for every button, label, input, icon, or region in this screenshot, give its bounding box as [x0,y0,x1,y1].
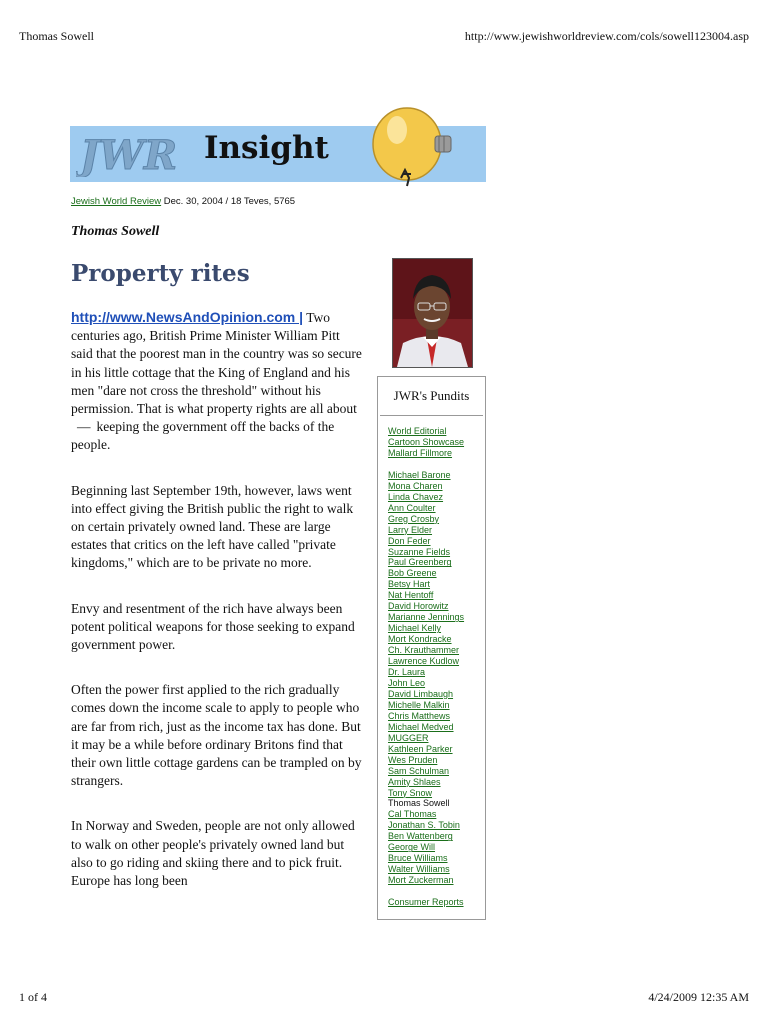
pundit-link[interactable]: Consumer Reports [388,897,464,908]
pundit-link[interactable]: Suzanne Fields [388,546,451,557]
pundit-link[interactable]: Chris Matthews [388,710,451,721]
pundit-link[interactable]: Cal Thomas [388,809,437,820]
pundit-link[interactable]: World Editorial [388,426,447,436]
pundit-link[interactable]: Kathleen Parker [388,743,453,754]
dateline [71,196,295,207]
pundit-link[interactable]: Tony Snow [388,787,433,798]
list-spacer [388,459,484,470]
pundit-link[interactable]: Mona Charen [388,480,443,491]
paragraph-4: Often the power first applied to the rich gradually comes down the income scale to apply to people who are far from rich, just as the income tax has done. But it may be a while before ordinary Britons find that their own little cottage gardens can be trampled on by strangers. [71,682,362,789]
print-header-title: Thomas Sowell [19,29,94,43]
pundit-link[interactable]: Michael Medved [388,721,454,732]
pundit-link[interactable]: Ch. Krauthammer [388,645,460,656]
list-spacer [388,886,484,897]
pundit-link[interactable]: David Limbaugh [388,688,454,699]
pundit-link[interactable]: Mort Kondracke [388,634,452,645]
em-dash: — [77,419,91,435]
paragraph-2: Beginning last September 19th, however, laws went into effect giving the British public the right to walk on certain privately owned land. These are large estates that critics on the left have called "private kingdoms," which are to be private no more. [71,482,354,571]
publication-link[interactable]: Jewish World Review [71,196,162,207]
pundit-link[interactable]: John Leo [388,677,426,688]
pundit-current: Thomas Sowell [388,798,450,809]
pundit-link[interactable]: Bob Greene [388,568,437,579]
pundit-link[interactable]: Ben Wattenberg [388,831,453,842]
pundit-link[interactable]: Linda Chavez [388,491,444,502]
pundit-link[interactable]: Jonathan S. Tobin [388,820,460,831]
paragraph-1-text-a: Two centuries ago, British Prime Minister William Pitt said that the poorest man in the country was so secure in his little cottage that the King of England and his men "dare not cross the threshold" without his permission. That is what property rights are all about [71,310,362,417]
paragraph-1 [71,308,363,455]
article-body [71,308,363,890]
pundit-link[interactable]: Walter Williams [388,864,450,875]
author-photo [392,258,473,368]
paragraph-5: In Norway and Sweden, people are not only allowed to walk on other people's privately owned land but also to go riding and skiing there and to pick fruit. Europe has long been [71,818,355,889]
pundit-link[interactable]: David Horowitz [388,601,449,612]
pundit-link[interactable]: George Will [388,842,436,853]
pundit-link[interactable]: Michelle Malkin [388,699,450,710]
pundit-link[interactable]: Don Feder [388,535,431,546]
print-header-url: http://www.jewishworldreview.com/cols/sowell123004.asp [464,29,749,43]
pundit-link[interactable]: Ann Coulter [388,502,436,513]
pundits-sidebar [377,376,486,920]
source-link[interactable]: http://www.NewsAndOpinion.com | [71,309,304,325]
pundit-link[interactable]: Sam Schulman [388,765,450,776]
pundit-link[interactable]: Marianne Jennings [388,612,465,623]
article-title: Property rites [71,260,250,287]
paragraph-1-text-b: keeping the government off the backs of the people. [71,419,335,453]
pundit-link[interactable]: Amity Shlaes [388,776,441,787]
pundit-link[interactable]: Bruce Williams [388,853,448,864]
author-byline: Thomas Sowell [71,224,160,239]
jwr-logo-icon [76,131,186,177]
print-footer-timestamp: 4/24/2009 12:35 AM [648,990,749,1004]
pundit-link[interactable]: Michael Barone [388,469,451,480]
pundits-list [388,426,484,908]
pundit-link[interactable]: Greg Crosby [388,513,440,524]
pundit-link[interactable]: Mort Zuckerman [388,875,454,886]
logo-lettering: JWR [80,132,178,177]
print-footer-page: 1 of 4 [19,990,47,1004]
paragraph-3: Envy and resentment of the rich have always been potent political weapons for those seeking to expand government power. [71,600,355,653]
insight-banner [70,126,486,182]
pundit-link[interactable]: Paul Greenberg [388,557,452,568]
pundit-link[interactable]: Dr. Laura [388,667,426,678]
pundit-link[interactable]: Nat Hentoff [388,590,434,601]
pundit-link[interactable]: Mallard Fillmore [388,447,453,458]
publication-date: Dec. 30, 2004 / 18 Teves, 5765 [163,196,296,207]
pundit-link[interactable]: Cartoon Showcase [388,436,465,447]
light-bulb-icon [359,104,459,204]
pundit-link[interactable]: Michael Kelly [388,623,442,634]
pundits-title: JWR's Pundits [380,377,483,416]
pundit-link[interactable]: Betsy Hart [388,579,431,590]
pundit-link[interactable]: Wes Pruden [388,754,438,765]
pundit-link[interactable]: MUGGER [388,732,429,743]
banner-title: Insight [204,130,329,166]
pundit-link[interactable]: Larry Elder [388,524,433,535]
pundit-link[interactable]: Lawrence Kudlow [388,656,460,667]
